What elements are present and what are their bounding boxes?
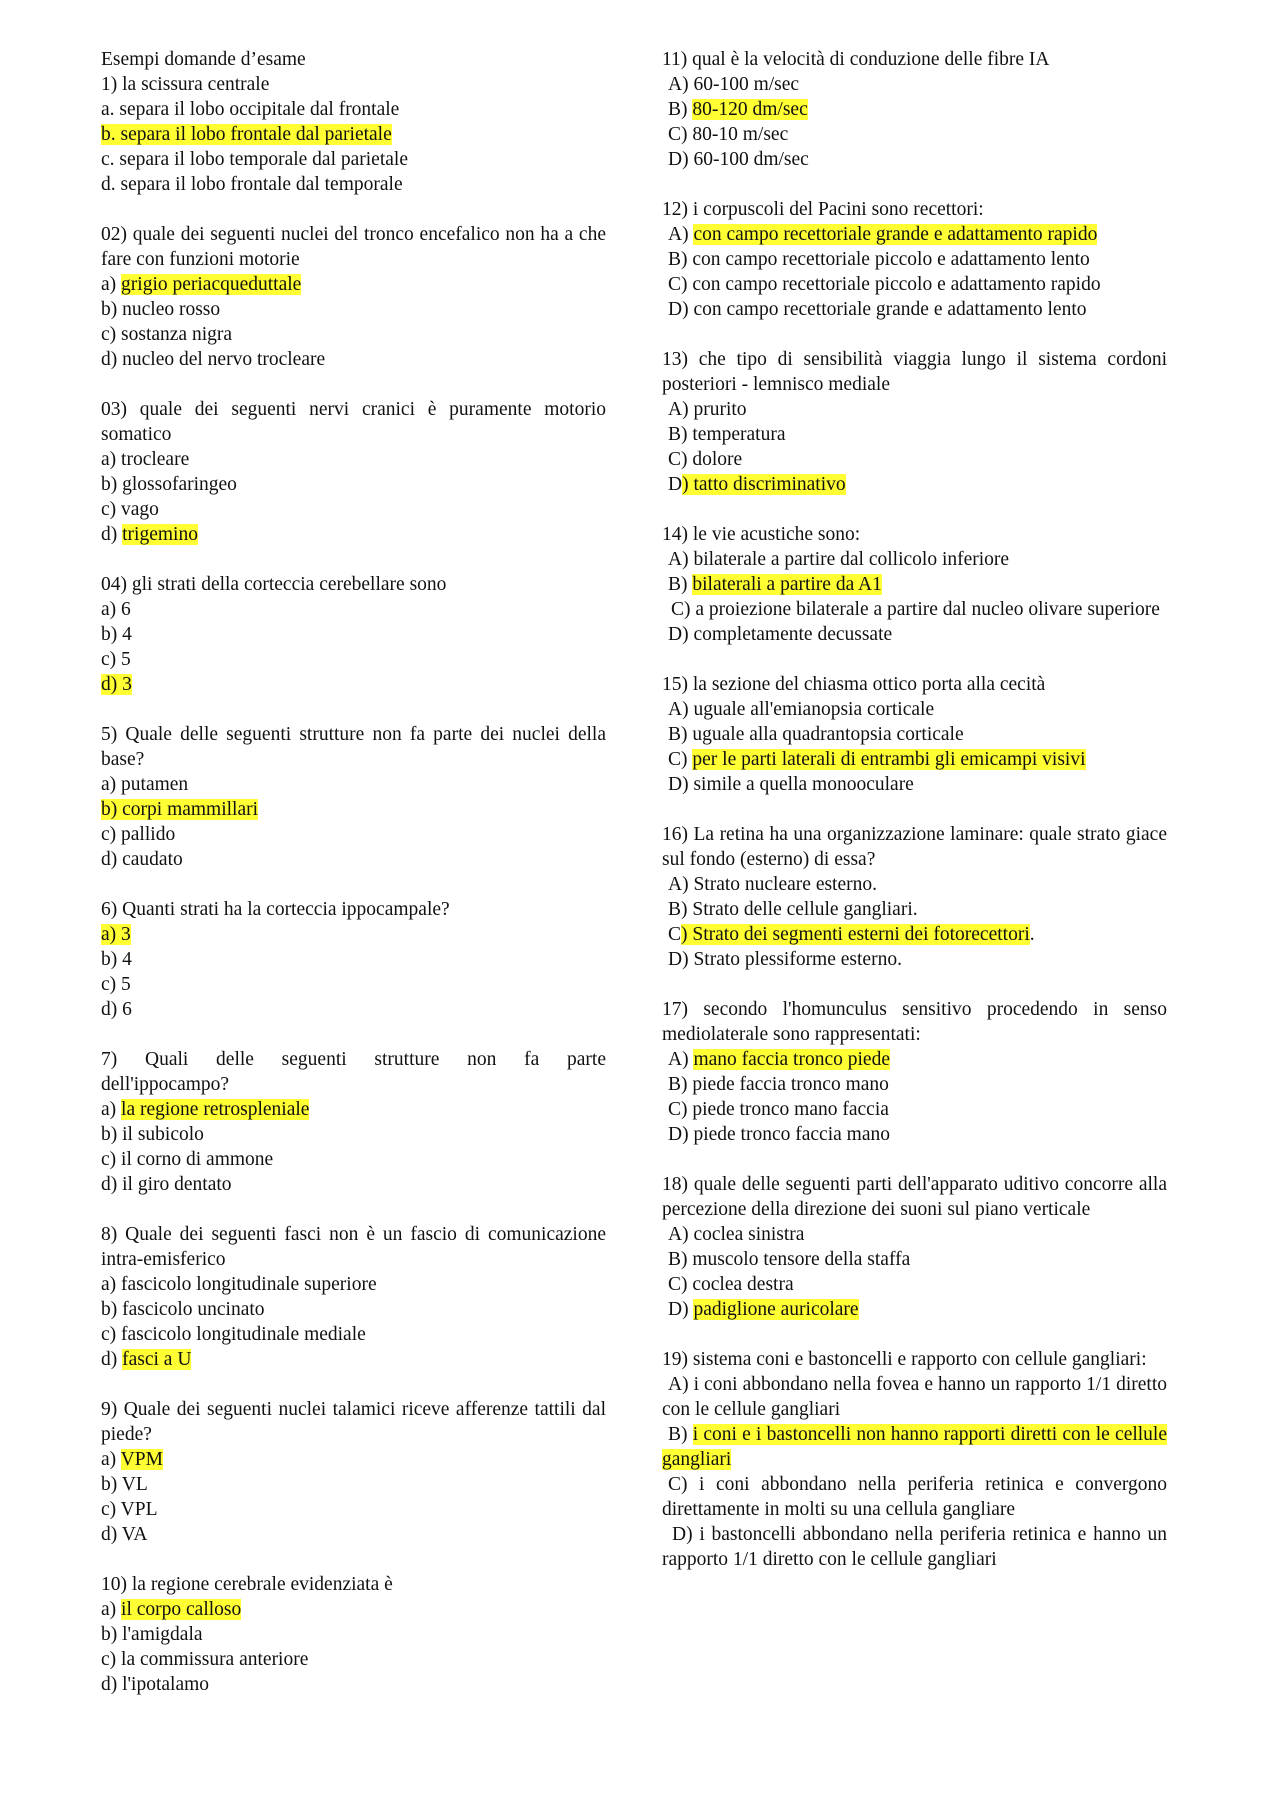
option-a: A) 60-100 m/sec: [668, 74, 800, 95]
option-d: d. separa il lobo frontale dal temporale: [101, 174, 403, 195]
question-text: 12) i corpuscoli del Pacini sono recettori:: [662, 199, 984, 220]
option-a-correct: a) grigio periacqueduttale: [101, 274, 302, 295]
option-b: b) 4: [101, 624, 132, 645]
option-c: c) il corno di ammone: [101, 1149, 274, 1170]
question-7: [101, 1047, 606, 1197]
question-text: 13) che tipo di sensibilità viaggia lungo il sistema cordoni posteriori - lemnisco mediale: [662, 349, 1167, 395]
option-a: A) bilaterale a partire dal collicolo inferiore: [668, 549, 1010, 570]
option-d: D) completamente decussate: [668, 624, 893, 645]
question-text: 10) la regione cerebrale evidenziata è: [101, 1574, 393, 1595]
option-a: a) fascicolo longitudinale superiore: [101, 1274, 377, 1295]
option-c: c) 5: [101, 649, 131, 670]
option-d: D) con campo recettoriale grande e adattamento lento: [668, 299, 1087, 320]
question-19: [662, 1347, 1167, 1572]
question-11: [662, 47, 1167, 172]
question-text: 18) quale delle seguenti parti dell'apparato uditivo concorre alla percezione della direzione dei suoni sul piano verticale: [662, 1174, 1167, 1220]
question-14: [662, 522, 1167, 647]
option-a: a) trocleare: [101, 449, 190, 470]
option-b-correct: B) 80-120 dm/sec: [668, 99, 808, 120]
option-d: d) l'ipotalamo: [101, 1674, 210, 1695]
option-b: B) temperatura: [668, 424, 786, 445]
option-c: c) 5: [101, 974, 131, 995]
document-title: Esempi domande d’esame: [101, 49, 306, 70]
option-d: D) Strato plessiforme esterno.: [668, 949, 902, 970]
option-b-correct: B) bilaterali a partire da A1: [668, 574, 882, 595]
option-a-correct: a) la regione retrospleniale: [101, 1099, 310, 1120]
option-d-correct: d) 3: [101, 674, 132, 695]
question-text: 1) la scissura centrale: [101, 74, 270, 95]
option-b-correct: B) i coni e i bastoncelli non hanno rapporti diretti con le cellule gangliari: [662, 1424, 1168, 1470]
option-b: b) 4: [101, 949, 132, 970]
question-18: [662, 1172, 1167, 1322]
question-text: 17) secondo l'homunculus sensitivo procedendo in senso mediolaterale sono rappresentati:: [662, 999, 1167, 1045]
question-text: 15) la sezione del chiasma ottico porta alla cecità: [662, 674, 1046, 695]
option-d: D) 60-100 dm/sec: [668, 149, 809, 170]
option-a-correct: a) VPM: [101, 1449, 163, 1470]
question-text: 02) quale dei seguenti nuclei del tronco encefalico non ha a che fare con funzioni motorie: [101, 224, 606, 270]
option-a: A) uguale all'emianopsia corticale: [668, 699, 935, 720]
option-a: A) i coni abbondano nella fovea e hanno un rapporto 1/1 diretto con le cellule gangliari: [662, 1374, 1167, 1420]
option-d-correct: D) padiglione auricolare: [668, 1299, 859, 1320]
option-a: A) coclea sinistra: [668, 1224, 805, 1245]
question-text: 5) Quale delle seguenti strutture non fa parte dei nuclei della base?: [101, 724, 606, 770]
option-c: C) dolore: [668, 449, 743, 470]
question-text: 04) gli strati della corteccia cerebellare sono: [101, 574, 447, 595]
question-3: [101, 397, 606, 547]
option-d: D) piede tronco faccia mano: [668, 1124, 890, 1145]
option-a: a) putamen: [101, 774, 189, 795]
option-c: c) VPL: [101, 1499, 158, 1520]
option-d-correct: d) fasci a U: [101, 1349, 192, 1370]
option-c-correct: C) per le parti laterali di entrambi gli emicampi visivi: [668, 749, 1086, 770]
option-c: C) coclea destra: [668, 1274, 794, 1295]
option-b: b) nucleo rosso: [101, 299, 221, 320]
option-a: A) prurito: [668, 399, 747, 420]
question-13: [662, 347, 1167, 497]
question-17: [662, 997, 1167, 1147]
option-a: a) 6: [101, 599, 131, 620]
option-b: b) il subicolo: [101, 1124, 204, 1145]
question-1: [101, 72, 606, 197]
question-5: [101, 722, 606, 872]
option-d: d) il giro dentato: [101, 1174, 232, 1195]
option-d: d) VA: [101, 1524, 148, 1545]
question-15: [662, 672, 1167, 797]
option-c: C) i coni abbondano nella periferia retinica e convergono direttamente in molti su una cellula gangliare: [662, 1474, 1168, 1520]
option-c: C) con campo recettoriale piccolo e adattamento rapido: [668, 274, 1101, 295]
question-text: 7) Quali delle seguenti strutture non fa parte dell'ippocampo?: [101, 1049, 606, 1095]
option-a-correct: A) mano faccia tronco piede: [668, 1049, 890, 1070]
option-b: b) fascicolo uncinato: [101, 1299, 265, 1320]
option-a: a. separa il lobo occipitale dal frontale: [101, 99, 400, 120]
option-c: c. separa il lobo temporale dal parietale: [101, 149, 408, 170]
option-c-correct: C) Strato dei segmenti esterni dei fotorecettori.: [668, 924, 1035, 945]
question-text: 03) quale dei seguenti nervi cranici è puramente motorio somatico: [101, 399, 606, 445]
option-a-correct: a) 3: [101, 924, 131, 945]
option-b: B) con campo recettoriale piccolo e adattamento lento: [668, 249, 1090, 270]
left-column: [101, 47, 606, 1722]
question-text: 9) Quale dei seguenti nuclei talamici riceve afferenze tattili dal piede?: [101, 1399, 606, 1445]
right-column: [662, 47, 1167, 1597]
question-9: [101, 1397, 606, 1547]
option-b: B) uguale alla quadrantopsia corticale: [668, 724, 964, 745]
option-a-correct: A) con campo recettoriale grande e adattamento rapido: [668, 224, 1098, 245]
option-b: B) piede faccia tronco mano: [668, 1074, 889, 1095]
question-2: [101, 222, 606, 372]
option-d: d) 6: [101, 999, 132, 1020]
question-text: 6) Quanti strati ha la corteccia ippocampale?: [101, 899, 450, 920]
option-c: c) pallido: [101, 824, 176, 845]
option-c: c) vago: [101, 499, 159, 520]
option-d-correct: d) trigemino: [101, 524, 198, 545]
question-text: 14) le vie acustiche sono:: [662, 524, 861, 545]
option-a-correct: a) il corpo calloso: [101, 1599, 242, 1620]
option-a: A) Strato nucleare esterno.: [668, 874, 877, 895]
question-8: [101, 1222, 606, 1372]
option-c: c) sostanza nigra: [101, 324, 233, 345]
question-12: [662, 197, 1167, 322]
option-b: b) glossofaringeo: [101, 474, 237, 495]
option-d: D) simile a quella monooculare: [668, 774, 914, 795]
question-text: 8) Quale dei seguenti fasci non è un fascio di comunicazione intra-emisferico: [101, 1224, 606, 1270]
question-6: [101, 897, 606, 1022]
question-16: [662, 822, 1167, 972]
option-c: c) la commissura anteriore: [101, 1649, 309, 1670]
option-c: C) 80-10 m/sec: [668, 124, 789, 145]
question-text: 16) La retina ha una organizzazione laminare: quale strato giace sul fondo (esterno) di essa?: [662, 824, 1167, 870]
option-c: c) fascicolo longitudinale mediale: [101, 1324, 366, 1345]
option-d: d) caudato: [101, 849, 183, 870]
option-b: B) Strato delle cellule gangliari.: [668, 899, 918, 920]
option-c: C) piede tronco mano faccia: [668, 1099, 889, 1120]
question-text: 11) qual è la velocità di conduzione delle fibre IA: [662, 49, 1050, 70]
question-4: [101, 572, 606, 697]
option-d: d) nucleo del nervo trocleare: [101, 349, 326, 370]
option-c: C) a proiezione bilaterale a partire dal nucleo olivare superiore: [671, 599, 1160, 620]
option-b: b) VL: [101, 1474, 148, 1495]
question-10: [101, 1572, 606, 1697]
option-b: b) l'amigdala: [101, 1624, 203, 1645]
option-b-correct: b) corpi mammillari: [101, 799, 259, 820]
option-b: B) muscolo tensore della staffa: [668, 1249, 911, 1270]
question-text: 19) sistema coni e bastoncelli e rapporto con cellule gangliari:: [662, 1349, 1147, 1370]
option-d: D) i bastoncelli abbondano nella periferia retinica e hanno un rapporto 1/1 diretto con le cellule gangliari: [662, 1524, 1167, 1570]
option-b-correct: b. separa il lobo frontale dal parietale: [101, 124, 392, 145]
option-d-correct: D) tatto discriminativo: [668, 474, 846, 495]
